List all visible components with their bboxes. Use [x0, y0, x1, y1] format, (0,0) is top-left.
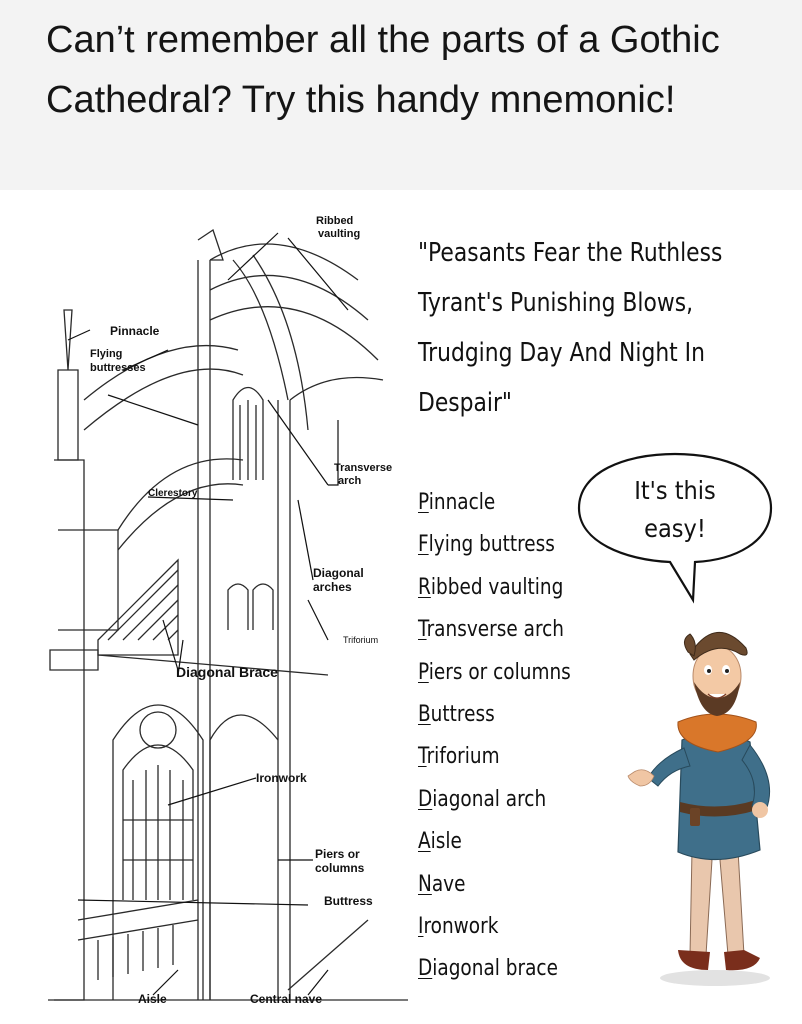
label-ironwork: Ironwork [256, 771, 307, 785]
label-diagonal-arches: Diagonal arches [313, 566, 364, 594]
label-flying-buttresses: Flying buttresses [90, 348, 146, 374]
peasant-character [620, 610, 790, 990]
cathedral-diagram [28, 200, 418, 1010]
label-ribbed-vaulting: Ribbed vaulting [316, 215, 361, 240]
part-ribbed-vaulting: Ribbed vaulting [418, 574, 564, 600]
part-pinnacle: Pinnacle [418, 490, 496, 515]
label-pinnacle: Pinnacle [110, 324, 160, 338]
label-piers-or-columns: Piers or columns [315, 847, 365, 875]
part-diagonal-brace: Diagonal brace [418, 956, 558, 982]
label-transverse-arch: Transverse arch [334, 462, 393, 487]
part-piers-or-columns: Piers or columns [418, 659, 571, 685]
cathedral-drawing [48, 230, 408, 1000]
part-nave: Nave [418, 871, 466, 897]
speech-bubble-text [599, 472, 752, 548]
mnemonic-quote: "Peasants Fear the Ruthless Tyrant's Punishing Blows, Trudging Day And Night In Despair" [418, 238, 723, 418]
label-central-nave: Central nave [250, 992, 323, 1006]
headline: Can’t remember all the parts of a Gothic Cathedral? Try this handy mnemonic! [46, 19, 720, 121]
label-clerestory: Clerestory [148, 488, 198, 499]
label-triforium: Triforium [343, 635, 379, 645]
speech-bubble-line-2: easy! [644, 514, 706, 543]
part-triforium: Triforium [418, 744, 500, 770]
part-aisle: Aisle [418, 829, 462, 855]
label-aisle: Aisle [138, 992, 167, 1006]
part-transverse-arch: Transverse arch [418, 617, 565, 643]
speech-bubble-line-1: It's this [634, 476, 716, 505]
label-diagonal-brace: Diagonal Brace [176, 664, 278, 680]
part-ironwork: Ironwork [418, 913, 499, 939]
part-diagonal-arch: Diagonal arch [418, 786, 547, 812]
part-flying-buttress: Flying buttress [418, 532, 555, 558]
label-buttress: Buttress [324, 894, 373, 908]
part-buttress: Buttress [418, 701, 495, 727]
